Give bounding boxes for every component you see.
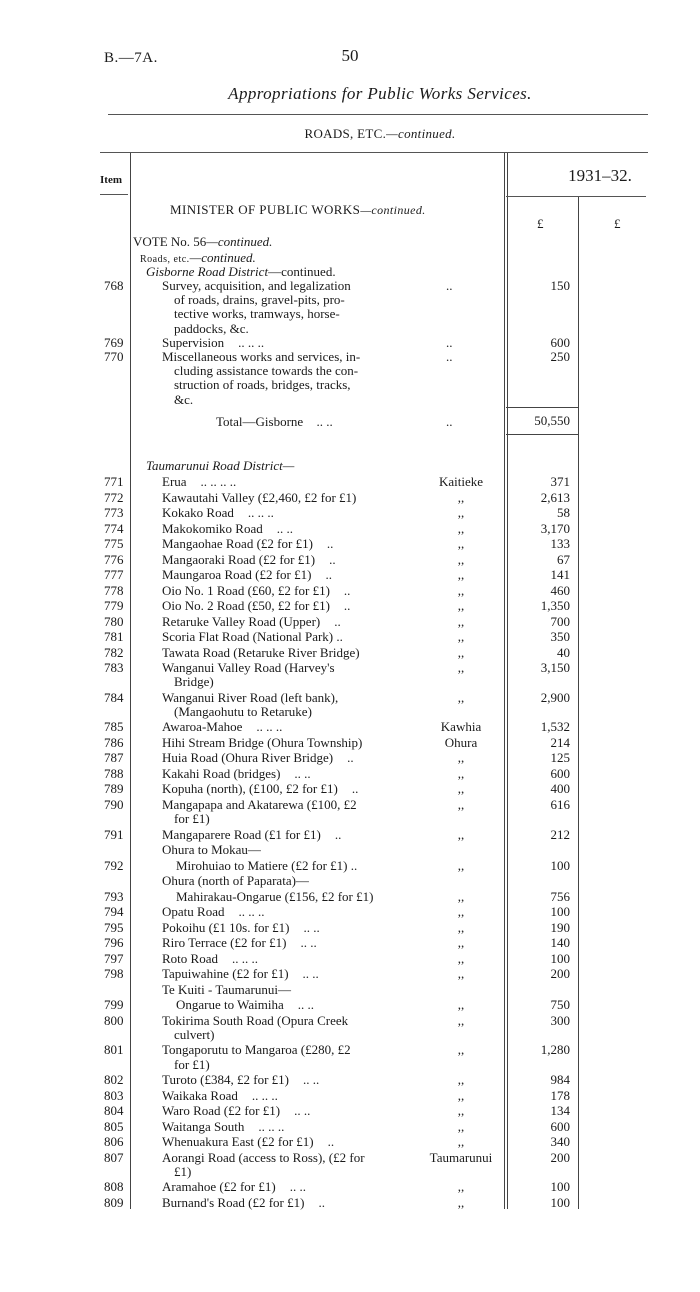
taumarunui-row-description: Mahirakau-Ongarue (£156, £2 for £1) bbox=[176, 888, 374, 904]
taumarunui-district-heading: Taumarunui Road District— bbox=[146, 458, 295, 473]
taumarunui-row-amount: 1,350 bbox=[540, 598, 570, 613]
taumarunui-row-county: ,, bbox=[457, 997, 465, 1013]
gisborne-district-heading bbox=[146, 265, 336, 278]
gisborne-row-description: &c. bbox=[174, 391, 194, 407]
table-top-rule bbox=[100, 152, 648, 153]
taumarunui-row-amount: 141 bbox=[550, 567, 570, 582]
gisborne-row-leader: .. bbox=[446, 278, 453, 293]
gisborne-row-amount: 150 bbox=[550, 278, 570, 293]
item-header-rule bbox=[100, 194, 128, 195]
taumarunui-row-item-number: 788 bbox=[104, 765, 124, 781]
taumarunui-row-county: Kawhia bbox=[440, 719, 482, 735]
taumarunui-row-description: Aramahoe (£2 for £1) .. .. bbox=[162, 1179, 306, 1195]
taumarunui-row-county: Kaitieke bbox=[438, 474, 484, 489]
taumarunui-row-dot-leader: .. bbox=[326, 536, 334, 551]
taumarunui-row-amount: 125 bbox=[550, 750, 570, 766]
gisborne-district-heading-suffix: —continued. bbox=[268, 264, 336, 279]
taumarunui-row-county: ,, bbox=[457, 1072, 465, 1087]
taumarunui-row-description: Roto Road .. .. .. bbox=[162, 950, 258, 966]
taumarunui-row-amount: 756 bbox=[550, 888, 570, 904]
gisborne-row-leader: .. bbox=[446, 334, 453, 350]
gisborne-row-item-number: 769 bbox=[104, 334, 124, 350]
taumarunui-row-description: Kakahi Road (bridges) .. .. bbox=[162, 765, 311, 781]
taumarunui-row-item-number: 806 bbox=[104, 1134, 124, 1149]
taumarunui-row-description: Hihi Stream Bridge (Ohura Township) bbox=[162, 734, 363, 750]
taumarunui-row-description: Oio No. 1 Road (£60, £2 for £1) .. bbox=[162, 582, 351, 598]
taumarunui-row-description: Makokomiko Road .. .. bbox=[162, 520, 293, 536]
taumarunui-row-description: Waitanga South .. .. .. bbox=[162, 1118, 285, 1134]
taumarunui-row-item-number: 797 bbox=[104, 950, 124, 966]
year-header-rule bbox=[506, 196, 646, 197]
taumarunui-row-county: ,, bbox=[457, 689, 465, 705]
taumarunui-row-description: Bridge) bbox=[174, 674, 214, 690]
taumarunui-row-amount: 178 bbox=[550, 1087, 570, 1103]
year-column-header: 1931–32. bbox=[568, 166, 632, 185]
taumarunui-row-county: ,, bbox=[457, 750, 465, 766]
gisborne-row-description: Miscellaneous works and services, in- bbox=[162, 349, 361, 364]
taumarunui-row-description: Mangaoraki Road (£2 for £1) .. bbox=[162, 551, 336, 567]
taumarunui-row-item-number: 807 bbox=[104, 1149, 124, 1165]
taumarunui-row-county: ,, bbox=[457, 489, 465, 505]
taumarunui-row-amount: 190 bbox=[550, 919, 570, 935]
taumarunui-row-description: Kokako Road .. .. .. bbox=[162, 505, 274, 520]
taumarunui-row-amount: 200 bbox=[550, 1149, 570, 1165]
taumarunui-row-amount: 58 bbox=[557, 505, 570, 520]
pound-symbol-1: £ bbox=[537, 216, 544, 231]
taumarunui-row-amount: 100 bbox=[550, 857, 570, 873]
taumarunui-row-description: Ongarue to Waimiha .. .. bbox=[176, 997, 314, 1013]
page-number: 50 bbox=[341, 46, 359, 65]
item-column-rule bbox=[130, 153, 131, 1209]
taumarunui-row-county: ,, bbox=[457, 660, 465, 675]
taumarunui-row-item-number: 805 bbox=[104, 1118, 124, 1134]
county-column-rule-b bbox=[507, 153, 508, 1209]
taumarunui-row-item-number: 777 bbox=[104, 567, 124, 582]
taumarunui-row-county: ,, bbox=[457, 888, 465, 904]
taumarunui-row-description: Wanganui River Road (left bank), bbox=[162, 689, 339, 705]
taumarunui-row-item-number: 796 bbox=[104, 935, 124, 951]
taumarunui-row-item-number: 784 bbox=[104, 689, 124, 705]
taumarunui-row-dot-leader: .. .. bbox=[294, 765, 311, 781]
header-rule bbox=[108, 114, 648, 115]
taumarunui-row-item-number: 785 bbox=[104, 719, 124, 735]
taumarunui-row-county: ,, bbox=[457, 613, 465, 629]
taumarunui-row-county: ,, bbox=[457, 1012, 465, 1028]
amount-column-rule bbox=[578, 196, 579, 1209]
taumarunui-row-amount: 3,150 bbox=[540, 660, 570, 675]
taumarunui-row-description: Maungaroa Road (£2 for £1) .. bbox=[162, 567, 332, 582]
taumarunui-row-county: ,, bbox=[457, 644, 465, 660]
taumarunui-row-dot-leader: .. .. .. bbox=[258, 1118, 285, 1134]
taumarunui-row-item-number: 794 bbox=[104, 904, 124, 920]
gisborne-row-leader: .. bbox=[446, 349, 453, 364]
taumarunui-row-amount: 100 bbox=[550, 1194, 570, 1210]
taumarunui-row-description: Mirohuiao to Matiere (£2 for £1) .. bbox=[176, 857, 358, 873]
taumarunui-row-dot-leader: .. .. bbox=[289, 1179, 306, 1195]
taumarunui-row-county: ,, bbox=[457, 966, 465, 982]
taumarunui-row-description: Erua .. .. .. .. bbox=[162, 474, 237, 489]
gisborne-total-text: Total—Gisborne bbox=[216, 414, 304, 429]
taumarunui-row-description: Scoria Flat Road (National Park) .. bbox=[162, 629, 343, 644]
gisborne-row-description: paddocks, &c. bbox=[174, 320, 249, 336]
taumarunui-row-amount: 984 bbox=[550, 1072, 570, 1087]
taumarunui-row-county: ,, bbox=[457, 765, 465, 781]
taumarunui-row-county: ,, bbox=[457, 935, 465, 951]
taumarunui-row-amount: 1,532 bbox=[540, 719, 570, 735]
ministry-heading-main: MINISTER OF PUBLIC WORKS bbox=[170, 202, 361, 217]
taumarunui-row-item-number: 772 bbox=[104, 489, 124, 505]
gisborne-row-description: struction of roads, bridges, tracks, bbox=[174, 377, 351, 393]
gisborne-row-description: cluding assistance towards the con- bbox=[174, 363, 359, 379]
gisborne-row-description: Survey, acquisition, and legalization bbox=[162, 278, 351, 293]
taumarunui-row-county: ,, bbox=[457, 826, 465, 842]
taumarunui-row-amount: 214 bbox=[550, 734, 570, 750]
taumarunui-row-amount: 100 bbox=[550, 904, 570, 920]
taumarunui-row-dot-leader: .. .. bbox=[303, 1072, 320, 1087]
taumarunui-row-dot-leader: .. bbox=[327, 1134, 335, 1149]
vote-heading-main: VOTE No. 56 bbox=[133, 234, 207, 249]
taumarunui-row-description: Riro Terrace (£2 for £1) .. .. bbox=[162, 935, 317, 951]
taumarunui-row-amount: 616 bbox=[550, 796, 570, 812]
taumarunui-row-dot-leader: .. .. .. bbox=[238, 904, 265, 920]
taumarunui-row-amount: 460 bbox=[550, 582, 570, 598]
taumarunui-row-item-number: 783 bbox=[104, 660, 124, 675]
taumarunui-row-county: ,, bbox=[457, 582, 465, 598]
taumarunui-row-amount: 1,280 bbox=[540, 1042, 570, 1058]
taumarunui-row-description: Whenuakura East (£2 for £1) .. bbox=[162, 1134, 335, 1149]
taumarunui-row-dot-leader: .. .. .. bbox=[251, 1087, 278, 1103]
taumarunui-row-county: ,, bbox=[457, 1134, 465, 1149]
taumarunui-row-amount: 140 bbox=[550, 935, 570, 951]
taumarunui-row-amount: 2,900 bbox=[540, 689, 570, 705]
taumarunui-row-dot-leader: .. bbox=[347, 750, 354, 766]
taumarunui-row-amount: 600 bbox=[550, 1118, 570, 1134]
taumarunui-row-item-number: 791 bbox=[104, 826, 124, 842]
taumarunui-row-description: for £1) bbox=[174, 811, 210, 827]
taumarunui-row-description: Te Kuiti - Taumarunui— bbox=[162, 981, 291, 997]
taumarunui-row-description: Pokoihu (£1 10s. for £1) .. .. bbox=[162, 919, 320, 935]
taumarunui-row-amount: 400 bbox=[550, 781, 570, 797]
taumarunui-row-description: (Mangaohutu to Retaruke) bbox=[174, 703, 312, 719]
gisborne-row-item-number: 770 bbox=[104, 349, 124, 364]
taumarunui-row-dot-leader: .. .. bbox=[297, 997, 314, 1013]
taumarunui-row-county: ,, bbox=[457, 567, 465, 582]
taumarunui-row-item-number: 779 bbox=[104, 598, 124, 613]
taumarunui-row-amount: 3,170 bbox=[540, 520, 570, 536]
taumarunui-row-item-number: 776 bbox=[104, 551, 124, 567]
taumarunui-row-dot-leader: .. bbox=[351, 781, 359, 797]
taumarunui-row-dot-leader: .. .. bbox=[302, 966, 319, 982]
gisborne-total-leader: .. bbox=[446, 414, 453, 429]
taumarunui-row-amount: 350 bbox=[550, 629, 570, 644]
taumarunui-row-description: Mangapapa and Akatarewa (£100, £2 bbox=[162, 796, 357, 812]
taumarunui-row-amount: 67 bbox=[557, 551, 570, 567]
taumarunui-row-description: Awaroa-Mahoe .. .. .. bbox=[162, 719, 283, 735]
vote-heading-suffix: —continued. bbox=[206, 234, 273, 249]
ministry-heading bbox=[170, 202, 426, 218]
taumarunui-row-item-number: 781 bbox=[104, 629, 124, 644]
taumarunui-row-item-number: 773 bbox=[104, 505, 124, 520]
gisborne-row-amount: 600 bbox=[550, 334, 570, 350]
gisborne-total-label bbox=[216, 415, 333, 428]
taumarunui-row-county: ,, bbox=[457, 904, 465, 920]
taumarunui-row-county: ,, bbox=[457, 536, 465, 551]
taumarunui-row-item-number: 809 bbox=[104, 1194, 124, 1210]
taumarunui-row-description: Waro Road (£2 for £1) .. .. bbox=[162, 1103, 311, 1118]
taumarunui-row-item-number: 771 bbox=[104, 474, 124, 489]
taumarunui-row-description: Mangaohae Road (£2 for £1) .. bbox=[162, 536, 334, 551]
taumarunui-row-item-number: 808 bbox=[104, 1179, 124, 1195]
section-heading-suffix: —continued. bbox=[386, 126, 456, 141]
taumarunui-row-item-number: 793 bbox=[104, 888, 124, 904]
taumarunui-row-county: ,, bbox=[457, 598, 465, 613]
taumarunui-row-dot-leader: .. bbox=[334, 613, 341, 629]
sub-vote-heading-main: Roads, etc. bbox=[140, 254, 190, 265]
taumarunui-row-description: Turoto (£384, £2 for £1) .. .. bbox=[162, 1072, 320, 1087]
taumarunui-row-description: for £1) bbox=[174, 1056, 210, 1072]
taumarunui-row-description: Mangaparere Road (£1 for £1) .. bbox=[162, 826, 342, 842]
taumarunui-row-county: ,, bbox=[457, 551, 465, 567]
gisborne-row-description: Supervision .. .. .. bbox=[162, 334, 265, 350]
taumarunui-row-dot-leader: .. .. bbox=[276, 520, 293, 536]
taumarunui-row-county: ,, bbox=[457, 1042, 465, 1058]
taumarunui-row-county: Taumarunui bbox=[429, 1149, 493, 1165]
taumarunui-row-dot-leader: .. .. bbox=[300, 935, 317, 951]
taumarunui-row-item-number: 803 bbox=[104, 1087, 124, 1103]
taumarunui-row-amount: 212 bbox=[550, 826, 570, 842]
gisborne-row-amount: 250 bbox=[550, 349, 570, 364]
taumarunui-row-amount: 133 bbox=[550, 536, 570, 551]
taumarunui-row-amount: 40 bbox=[557, 644, 570, 660]
taumarunui-row-description: Retaruke Valley Road (Upper) .. bbox=[162, 613, 341, 629]
taumarunui-row-description: culvert) bbox=[174, 1026, 215, 1042]
taumarunui-row-amount: 100 bbox=[550, 1179, 570, 1195]
taumarunui-row-amount: 700 bbox=[550, 613, 570, 629]
taumarunui-row-dot-leader: .. .. .. bbox=[231, 950, 258, 966]
taumarunui-row-amount: 371 bbox=[550, 474, 570, 489]
taumarunui-row-dot-leader: .. .. .. bbox=[256, 719, 283, 735]
taumarunui-row-description: Ohura to Mokau— bbox=[162, 842, 261, 858]
taumarunui-row-county: ,, bbox=[457, 1118, 465, 1134]
taumarunui-row-description: Oio No. 2 Road (£50, £2 for £1) .. bbox=[162, 598, 351, 613]
taumarunui-row-item-number: 804 bbox=[104, 1103, 124, 1118]
taumarunui-row-description: Huia Road (Ohura River Bridge) .. bbox=[162, 750, 354, 766]
taumarunui-row-amount: 134 bbox=[550, 1103, 570, 1118]
sub-vote-heading-suffix: —continued. bbox=[189, 250, 256, 265]
section-heading bbox=[0, 126, 700, 142]
taumarunui-row-item-number: 778 bbox=[104, 582, 124, 598]
vote-heading bbox=[133, 235, 272, 248]
taumarunui-row-item-number: 774 bbox=[104, 520, 124, 536]
taumarunui-row-item-number: 795 bbox=[104, 919, 124, 935]
taumarunui-row-dot-leader: .. .. .. bbox=[247, 505, 274, 520]
taumarunui-row-amount: 300 bbox=[550, 1012, 570, 1028]
taumarunui-row-description: Ohura (north of Paparata)— bbox=[162, 873, 309, 889]
taumarunui-row-item-number: 786 bbox=[104, 734, 124, 750]
taumarunui-row-county: ,, bbox=[457, 1194, 465, 1210]
taumarunui-row-description: Tapuiwahine (£2 for £1) .. .. bbox=[162, 966, 319, 982]
taumarunui-row-amount: 200 bbox=[550, 966, 570, 982]
taumarunui-row-description: Aorangi Road (access to Ross), (£2 for bbox=[162, 1149, 365, 1165]
taumarunui-row-dot-leader: .. .. bbox=[303, 919, 320, 935]
taumarunui-row-description: Opatu Road .. .. .. bbox=[162, 904, 265, 920]
taumarunui-row-item-number: 775 bbox=[104, 536, 124, 551]
taumarunui-row-description: £1) bbox=[174, 1163, 192, 1179]
gisborne-row-dot-leader: .. .. .. bbox=[238, 334, 265, 350]
taumarunui-row-dot-leader: .. bbox=[343, 582, 351, 598]
page-title: Appropriations for Public Works Services. bbox=[228, 84, 532, 103]
gisborne-row-description: of roads, drains, gravel-pits, pro- bbox=[174, 292, 345, 308]
taumarunui-row-dot-leader: .. bbox=[318, 1194, 325, 1210]
taumarunui-row-dot-leader: .. .. bbox=[294, 1103, 311, 1118]
taumarunui-row-description: Waikaka Road .. .. .. bbox=[162, 1087, 278, 1103]
taumarunui-row-description: Burnand's Road (£2 for £1) .. bbox=[162, 1194, 325, 1210]
taumarunui-row-amount: 600 bbox=[550, 765, 570, 781]
taumarunui-row-dot-leader: .. .. .. .. bbox=[200, 474, 237, 489]
taumarunui-row-amount: 2,613 bbox=[540, 489, 570, 505]
taumarunui-row-county: ,, bbox=[457, 950, 465, 966]
item-column-header: Item bbox=[100, 174, 122, 186]
gisborne-total-dots: .. .. bbox=[316, 414, 333, 429]
taumarunui-row-description: Tokirima South Road (Opura Creek bbox=[162, 1012, 349, 1028]
taumarunui-row-county: ,, bbox=[457, 520, 465, 536]
taumarunui-row-dot-leader: .. bbox=[343, 598, 351, 613]
taumarunui-row-item-number: 790 bbox=[104, 796, 124, 812]
taumarunui-row-amount: 750 bbox=[550, 997, 570, 1013]
taumarunui-row-county: ,, bbox=[457, 629, 465, 644]
taumarunui-row-item-number: 782 bbox=[104, 644, 124, 660]
taumarunui-row-county: ,, bbox=[457, 919, 465, 935]
taumarunui-row-item-number: 802 bbox=[104, 1072, 124, 1087]
taumarunui-row-dot-leader: .. bbox=[325, 567, 332, 582]
gisborne-row-description: tective works, tramways, horse- bbox=[174, 306, 340, 322]
report-reference: B.—7A. bbox=[104, 50, 158, 66]
section-heading-main: ROADS, ETC. bbox=[304, 126, 387, 141]
taumarunui-row-county: ,, bbox=[457, 781, 465, 797]
taumarunui-row-amount: 340 bbox=[550, 1134, 570, 1149]
taumarunui-row-item-number: 787 bbox=[104, 750, 124, 766]
taumarunui-row-item-number: 780 bbox=[104, 613, 124, 629]
taumarunui-row-county: ,, bbox=[457, 505, 465, 520]
pound-symbol-2: £ bbox=[614, 216, 621, 231]
taumarunui-row-description: Kawautahi Valley (£2,460, £2 for £1) bbox=[162, 489, 357, 505]
taumarunui-row-dot-leader: .. bbox=[329, 551, 336, 567]
ministry-heading-suffix: —continued. bbox=[360, 203, 426, 217]
taumarunui-row-county: ,, bbox=[457, 857, 465, 873]
taumarunui-row-county: ,, bbox=[457, 1179, 465, 1195]
taumarunui-row-item-number: 792 bbox=[104, 857, 124, 873]
taumarunui-row-item-number: 798 bbox=[104, 966, 124, 982]
taumarunui-row-description: Kopuha (north), (£100, £2 for £1) .. bbox=[162, 781, 359, 797]
taumarunui-row-county: ,, bbox=[457, 1103, 465, 1118]
gisborne-total-amount: 50,550 bbox=[534, 413, 570, 428]
taumarunui-row-county: ,, bbox=[457, 1087, 465, 1103]
taumarunui-row-description: Tongaporutu to Mangaroa (£280, £2 bbox=[162, 1042, 351, 1058]
taumarunui-row-item-number: 800 bbox=[104, 1012, 124, 1028]
taumarunui-row-item-number: 801 bbox=[104, 1042, 124, 1058]
taumarunui-row-amount: 100 bbox=[550, 950, 570, 966]
gisborne-district-heading-main: Gisborne Road District bbox=[146, 264, 269, 279]
taumarunui-row-county: ,, bbox=[457, 796, 465, 812]
taumarunui-row-item-number: 799 bbox=[104, 997, 124, 1013]
taumarunui-row-description: Wanganui Valley Road (Harvey's bbox=[162, 660, 335, 675]
taumarunui-row-item-number: 789 bbox=[104, 781, 124, 797]
taumarunui-row-dot-leader: .. bbox=[334, 826, 342, 842]
taumarunui-row-description: Tawata Road (Retaruke River Bridge) bbox=[162, 644, 360, 660]
taumarunui-row-county: Ohura bbox=[444, 734, 478, 750]
gisborne-row-item-number: 768 bbox=[104, 278, 124, 293]
